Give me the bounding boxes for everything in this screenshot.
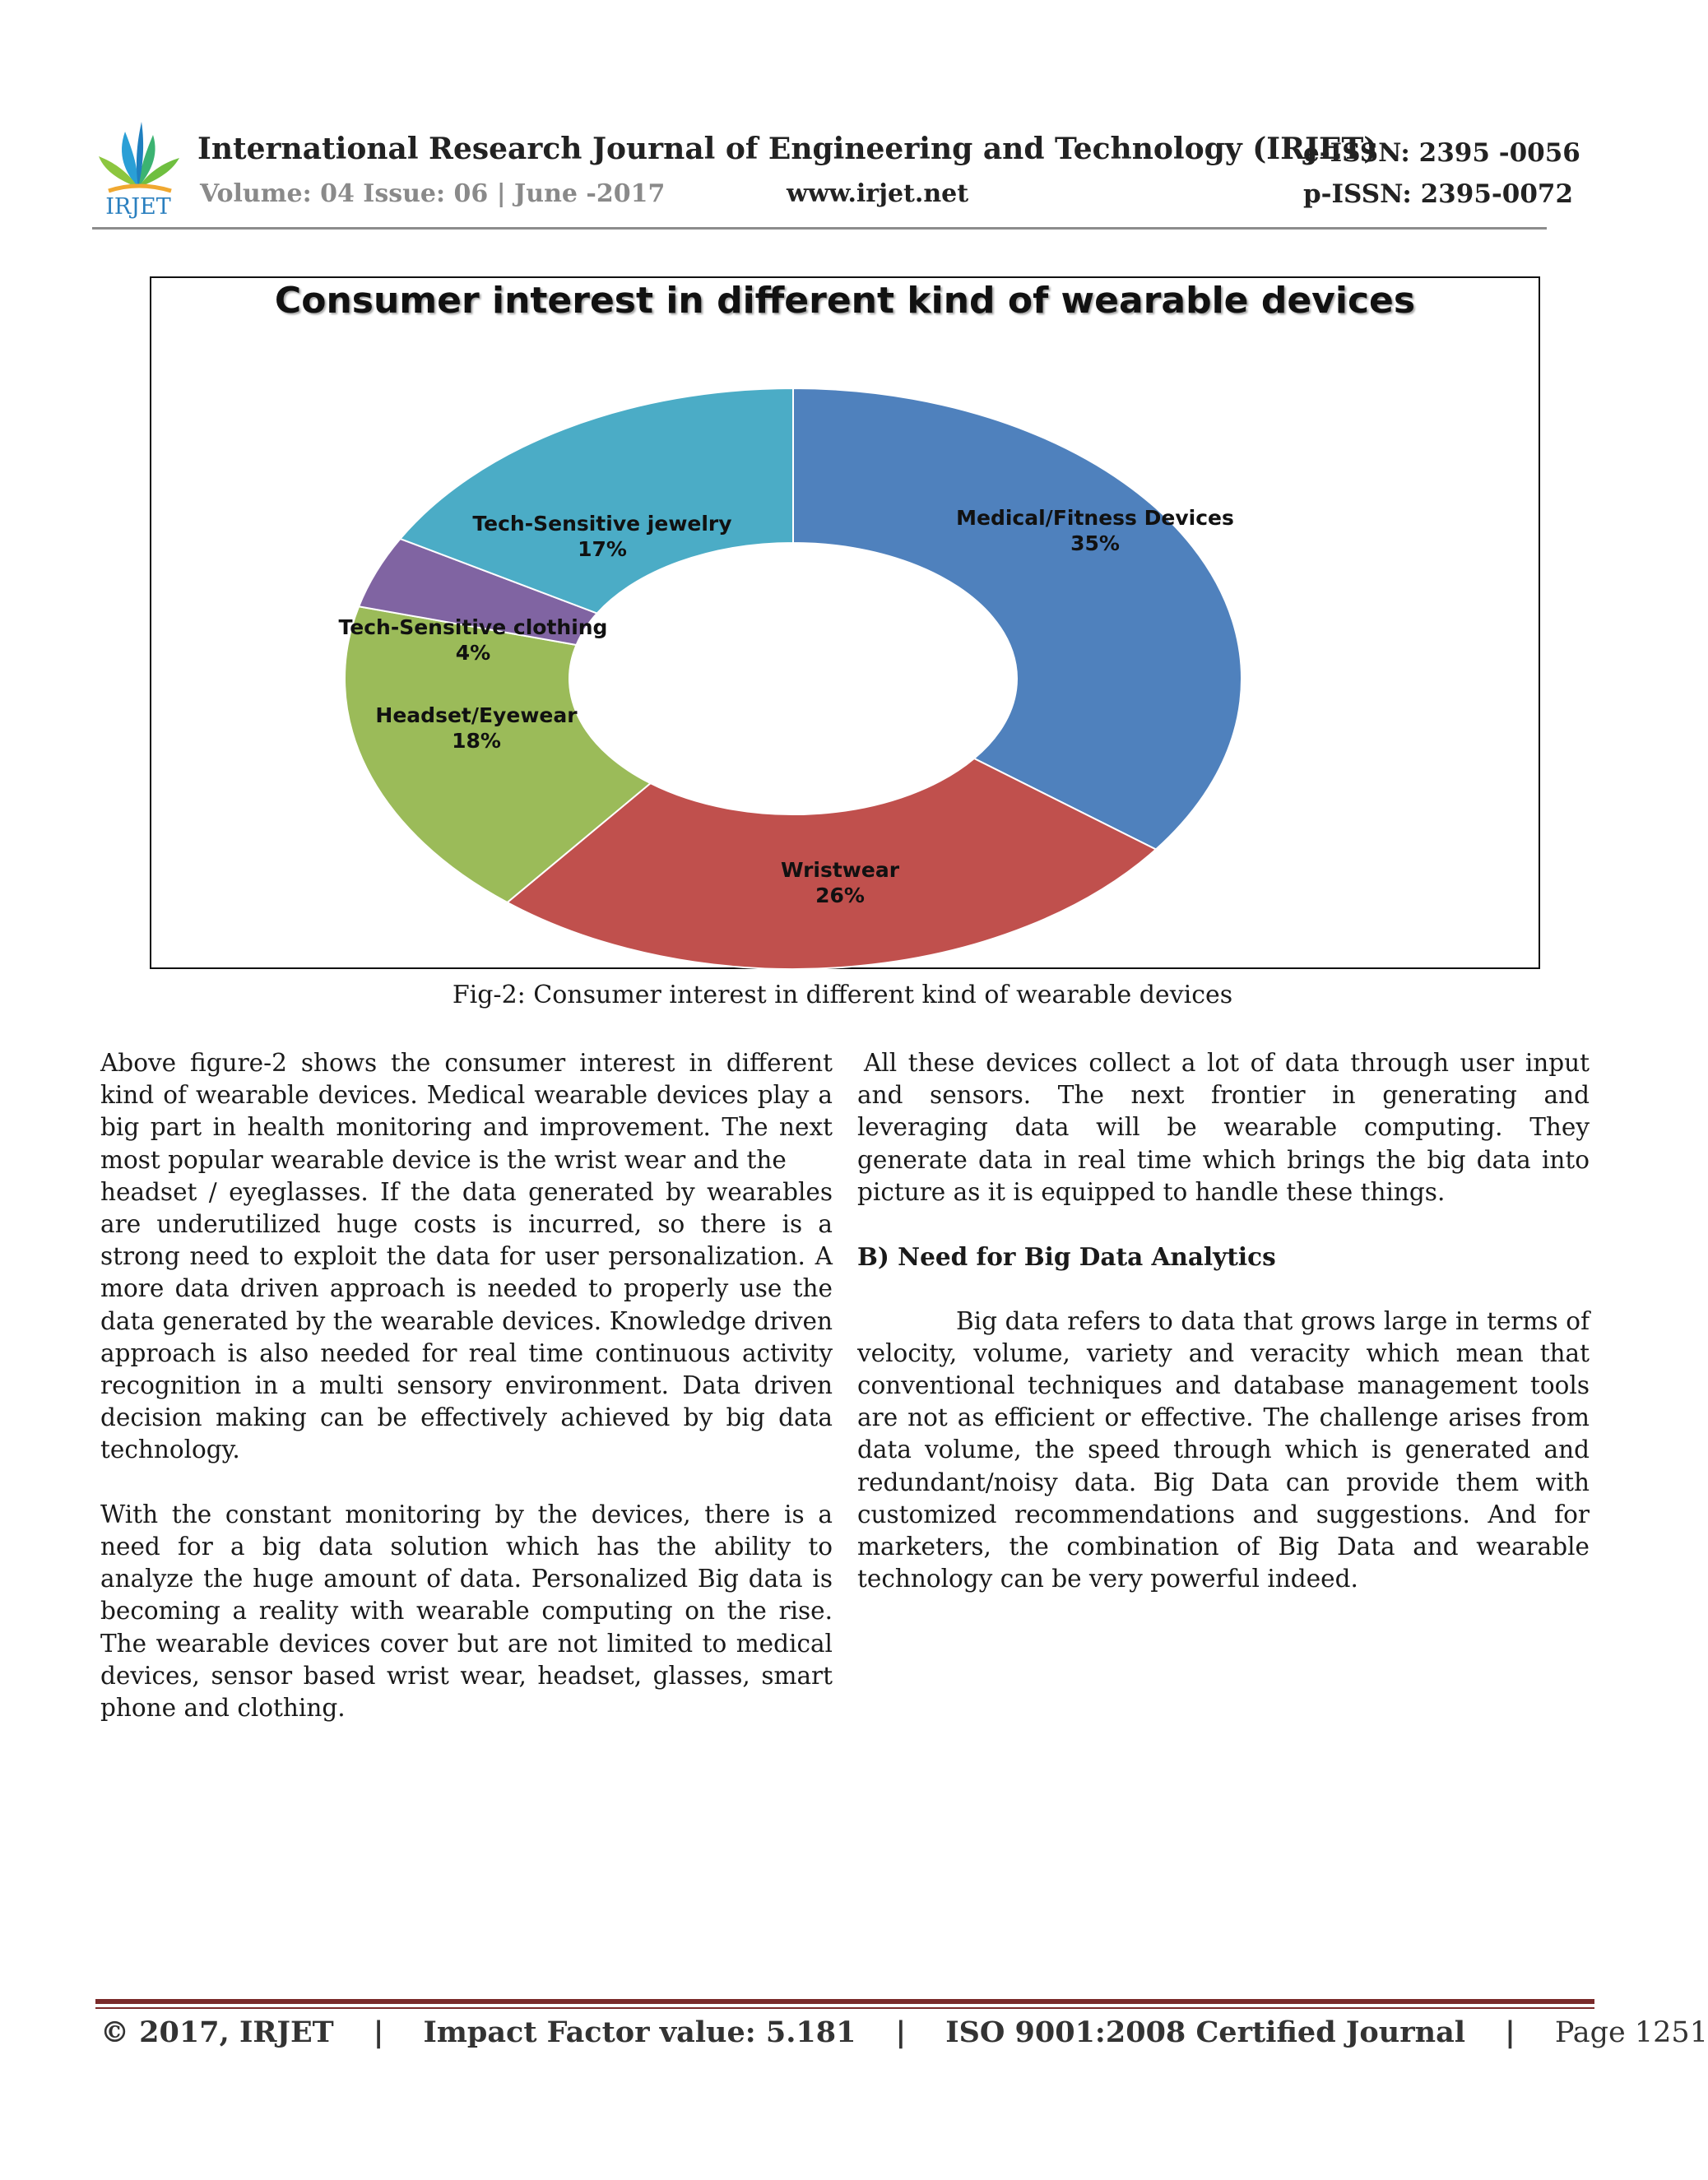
paragraph: Above figure-2 shows the consumer interest in different kind of wearable devices. Medical wearable devices play a big part in health monitoring and improvement. The next most popular wearable device is the wrist wear and the	[100, 1049, 833, 1174]
e-issn: e-ISSN: 2395 -0056	[1303, 138, 1580, 168]
slice-value-label: 18%	[452, 729, 501, 753]
slice-label: Medical/Fitness Devices	[956, 506, 1234, 530]
footer-divider	[95, 1999, 1594, 2004]
slice-value-label: 4%	[455, 641, 491, 665]
right-column	[857, 1047, 1590, 1595]
footer-impact-factor: Impact Factor value: 5.181	[423, 2015, 856, 2049]
slice-value-label: 35%	[1070, 531, 1120, 555]
footer-separator: |	[373, 2015, 384, 2049]
irjet-logo	[92, 115, 184, 218]
footer	[100, 2015, 1708, 2049]
paragraph: Big data refers to data that grows large in terms of velocity, volume, variety and veracity which mean that conventional techniques and database management tools are not as efficient or effective. The challenge arises from data volume, the speed through which is generated and redundant/noisy data. Big Data can provide them with customized recommendations and suggestions. And for marketers, the combination of Big Data and wearable technology can be very powerful indeed.	[857, 1306, 1590, 1593]
header-divider	[92, 227, 1547, 230]
paragraph: All these devices collect a lot of data through user input and sensors. The next frontier in generating and leveraging data will be wearable computing. They generate data in real time which brings the big data into picture as it is equipped to handle these things.	[857, 1049, 1590, 1206]
paragraph: headset / eyeglasses. If the data generated by wearables are underutilized huge costs is incurred, so there is a strong need to exploit the data for user personalization. A more data driven approach is needed to properly use the data generated by the wearable devices. Knowledge driven approach is also needed for real time continuous activity recognition in a multi sensory environment. Data driven decision making can be effectively achieved by big data technology.	[100, 1177, 833, 1464]
p-issn: p-ISSN: 2395-0072	[1303, 179, 1574, 209]
volume-issue: Volume: 04 Issue: 06 | June -2017	[200, 179, 666, 208]
journal-website: www.irjet.net	[787, 179, 969, 208]
journal-title: International Research Journal of Engineering and Technology (IRJET)	[197, 132, 1378, 166]
paragraph: With the constant monitoring by the devices, there is a need for a big data solution which has the ability to analyze the huge amount of data. Personalized Big data is becoming a reality with wearable computing on the rise. The wearable devices cover but are not limited to medical devices, sensor based wrist wear, headset, glasses, smart phone and clothing.	[100, 1500, 833, 1723]
footer-divider-thin	[95, 2007, 1594, 2009]
slice-value-label: 17%	[578, 537, 627, 561]
footer-iso: ISO 9001:2008 Certified Journal	[945, 2015, 1466, 2049]
figure-frame	[150, 276, 1540, 969]
footer-copyright: © 2017, IRJET	[100, 2015, 334, 2049]
slice-label: Tech-Sensitive jewelry	[472, 512, 732, 536]
footer-separator: |	[1505, 2015, 1515, 2049]
svg-text:IRJET: IRJET	[105, 194, 171, 220]
chart-title: Consumer interest in different kind of wearable devices	[274, 280, 1416, 322]
left-column	[100, 1047, 833, 1724]
figure-caption: Fig-2: Consumer interest in different kind of wearable devices	[452, 981, 1233, 1009]
slice-label: Headset/Eyewear	[375, 703, 578, 727]
logo-leaf-icon	[92, 115, 184, 218]
footer-separator: |	[895, 2015, 907, 2049]
slice-value-label: 26%	[815, 884, 865, 907]
slice-label: Tech-Sensitive clothing	[338, 615, 608, 639]
section-heading: B) Need for Big Data Analytics	[857, 1242, 1276, 1272]
doughnut-chart	[151, 278, 1539, 967]
slice-label: Wristwear	[780, 858, 900, 882]
footer-page-number: Page 1251	[1554, 2016, 1708, 2049]
